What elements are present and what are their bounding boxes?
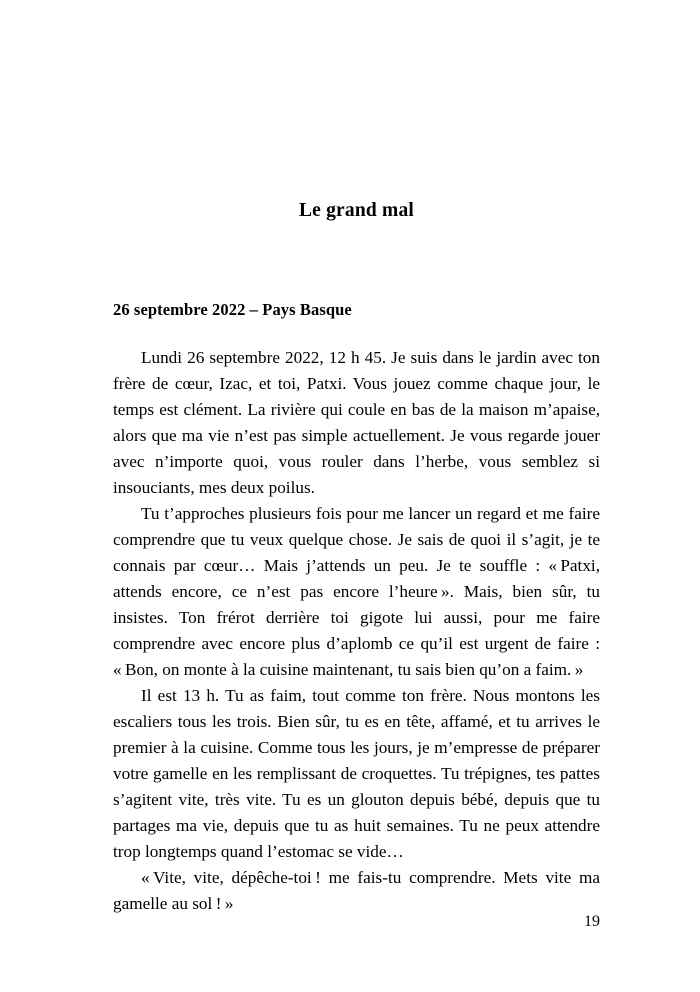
page-content	[113, 0, 600, 917]
body-text	[113, 323, 600, 917]
paragraph: « Vite, vite, dépêche-toi ! me fais-tu comprendre. Mets vite ma gamelle au sol ! »	[113, 868, 600, 913]
section-heading-date-location: 26 septembre 2022 – Pays Basque	[113, 300, 352, 319]
paragraph: Il est 13 h. Tu as faim, tout comme ton frère. Nous montons les escaliers tous les trois. Bien sûr, tu es en tête, affamé, et tu arrives le premier à la cuisine. Comme tous les jours, je m’empresse de préparer votre gamelle en les remplissant de croquettes. Tu trépignes, tes pattes s’agitent vite, très vite. Tu es un glouton depuis bébé, depuis que tu partages ma vie, depuis que tu as huit semaines. Tu ne peux attendre trop longtemps quand l’estomac se vide…	[113, 686, 600, 861]
page-number: 19	[584, 913, 600, 930]
paragraph: Lundi 26 septembre 2022, 12 h 45. Je suis dans le jardin avec ton frère de cœur, Izac, et toi, Patxi. Vous jouez comme chaque jour, le temps est clément. La rivière qui coule en bas de la maison m’apaise, alors que ma vie n’est pas simple actuellement. Je vous regarde jouer avec n’importe quoi, vous rouler dans l’herbe, vous semblez si insouciants, mes deux poilus.	[113, 348, 600, 497]
chapter-title: Le grand mal	[298, 200, 415, 221]
paragraph: Tu t’approches plusieurs fois pour me lancer un regard et me faire comprendre que tu veux quelque chose. Je sais de quoi il s’agit, je te connais par cœur… Mais j’attends un peu. Je te souffle : « Patxi, attends encore, ce n’est pas encore l’heure ». Mais, bien sûr, tu insistes. Ton frérot derrière toi gigote lui aussi, pour me faire comprendre avec encore plus d’aplomb ce qu’il est urgent de faire : « Bon, on monte à la cuisine maintenant, tu sais bien qu’on a faim. »	[113, 504, 600, 679]
